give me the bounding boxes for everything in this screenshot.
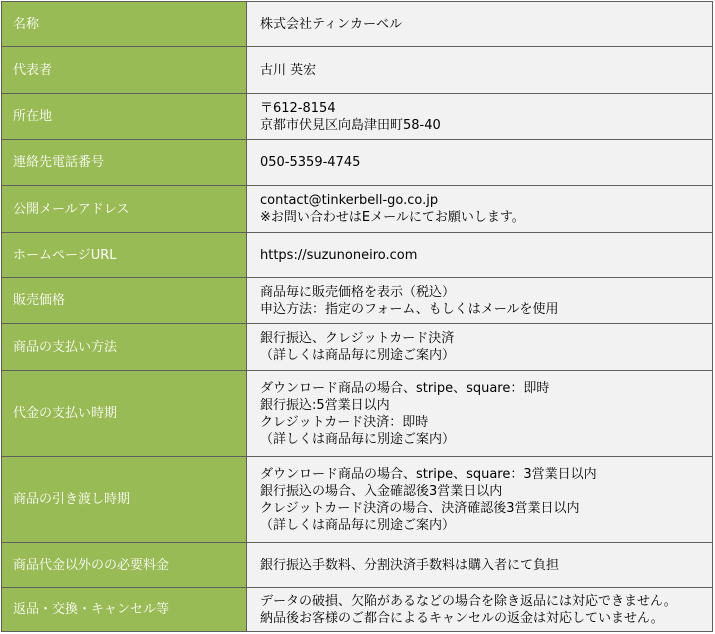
row-value bbox=[247, 186, 713, 233]
value-line: 銀行振込の場合、入金確認後3営業日以内 bbox=[260, 483, 503, 499]
row-value bbox=[247, 94, 713, 140]
row-label: 所在地 bbox=[2, 94, 247, 140]
table-row bbox=[2, 47, 713, 94]
value-line: 〒612-8154 bbox=[260, 100, 336, 116]
value-line: （詳しくは商品毎に別途ご案内） bbox=[260, 348, 456, 363]
value-line: 納品後お客様のご都合によるキャンセルの返金は対応していません。 bbox=[260, 610, 664, 626]
table-row bbox=[2, 94, 713, 140]
row-label: 商品の引き渡し時期 bbox=[2, 457, 247, 543]
value-line: 銀行振込手数料、分割決済手数料は購入者にて負担 bbox=[260, 557, 560, 573]
value-line: contact@tinkerbell-go.co.jp bbox=[260, 193, 439, 208]
value-line: ダウンロード商品の場合、stripe、square：3営業日以内 bbox=[260, 466, 597, 482]
table-row bbox=[2, 233, 713, 278]
value-line: 銀行振込、クレジットカード決済 bbox=[260, 331, 455, 346]
row-value bbox=[247, 140, 713, 186]
value-line: （詳しくは商品毎に別途ご案内） bbox=[260, 431, 456, 447]
table-row bbox=[2, 278, 713, 324]
row-label: 商品の支払い方法 bbox=[2, 324, 247, 371]
company-info-table bbox=[1, 1, 713, 632]
value-line: 株式会社ティンカーベル bbox=[260, 16, 402, 32]
row-value bbox=[247, 324, 713, 371]
table-row bbox=[2, 457, 713, 543]
value-line: 申込方法：指定のフォーム、もしくはメールを使用 bbox=[260, 301, 559, 317]
row-value bbox=[247, 2, 713, 47]
row-value bbox=[247, 588, 713, 632]
row-label: 返品・交換・キャンセル等 bbox=[2, 588, 247, 632]
table-row bbox=[2, 186, 713, 233]
row-label: 代金の支払い時期 bbox=[2, 371, 247, 457]
row-value bbox=[247, 371, 713, 457]
row-value bbox=[247, 278, 713, 324]
table-row bbox=[2, 543, 713, 588]
value-line: 銀行振込:5営業日以内 bbox=[260, 397, 390, 413]
value-line: 050-5359-4745 bbox=[260, 155, 361, 170]
table-row bbox=[2, 588, 713, 632]
row-label: 名称 bbox=[2, 2, 247, 47]
row-label: 代表者 bbox=[2, 47, 247, 94]
value-line: クレジットカード決済：即時 bbox=[260, 414, 429, 430]
table-row bbox=[2, 140, 713, 186]
row-value bbox=[247, 233, 713, 278]
row-label: 販売価格 bbox=[2, 278, 247, 324]
value-line: 古川 英宏 bbox=[260, 62, 317, 78]
row-value bbox=[247, 457, 713, 543]
value-line: 京都市伏見区向島津田町58-40 bbox=[260, 117, 441, 133]
table-row bbox=[2, 324, 713, 371]
value-line: クレジットカード決済の場合、決済確認後3営業日以内 bbox=[260, 500, 580, 516]
row-label: ホームページURL bbox=[2, 233, 247, 278]
row-label: 連絡先電話番号 bbox=[2, 140, 247, 186]
row-value bbox=[247, 47, 713, 94]
table-row bbox=[2, 371, 713, 457]
value-line: （詳しくは商品毎に別途ご案内） bbox=[260, 517, 456, 533]
value-line: https://suzunoneiro.com bbox=[260, 247, 418, 263]
value-line: ダウンロード商品の場合、stripe、square：即時 bbox=[260, 380, 550, 396]
value-line: データの破損、欠陥があるなどの場合を除き返品には対応できません。 bbox=[260, 593, 677, 609]
value-line: 商品毎に販売価格を表示（税込） bbox=[260, 284, 456, 300]
table-row bbox=[2, 2, 713, 47]
row-label: 公開メールアドレス bbox=[2, 186, 247, 233]
row-value bbox=[247, 543, 713, 588]
value-line: ※お問い合わせはEメールにてお願いします。 bbox=[260, 210, 525, 225]
row-label: 商品代金以外のの必要料金 bbox=[2, 543, 247, 588]
